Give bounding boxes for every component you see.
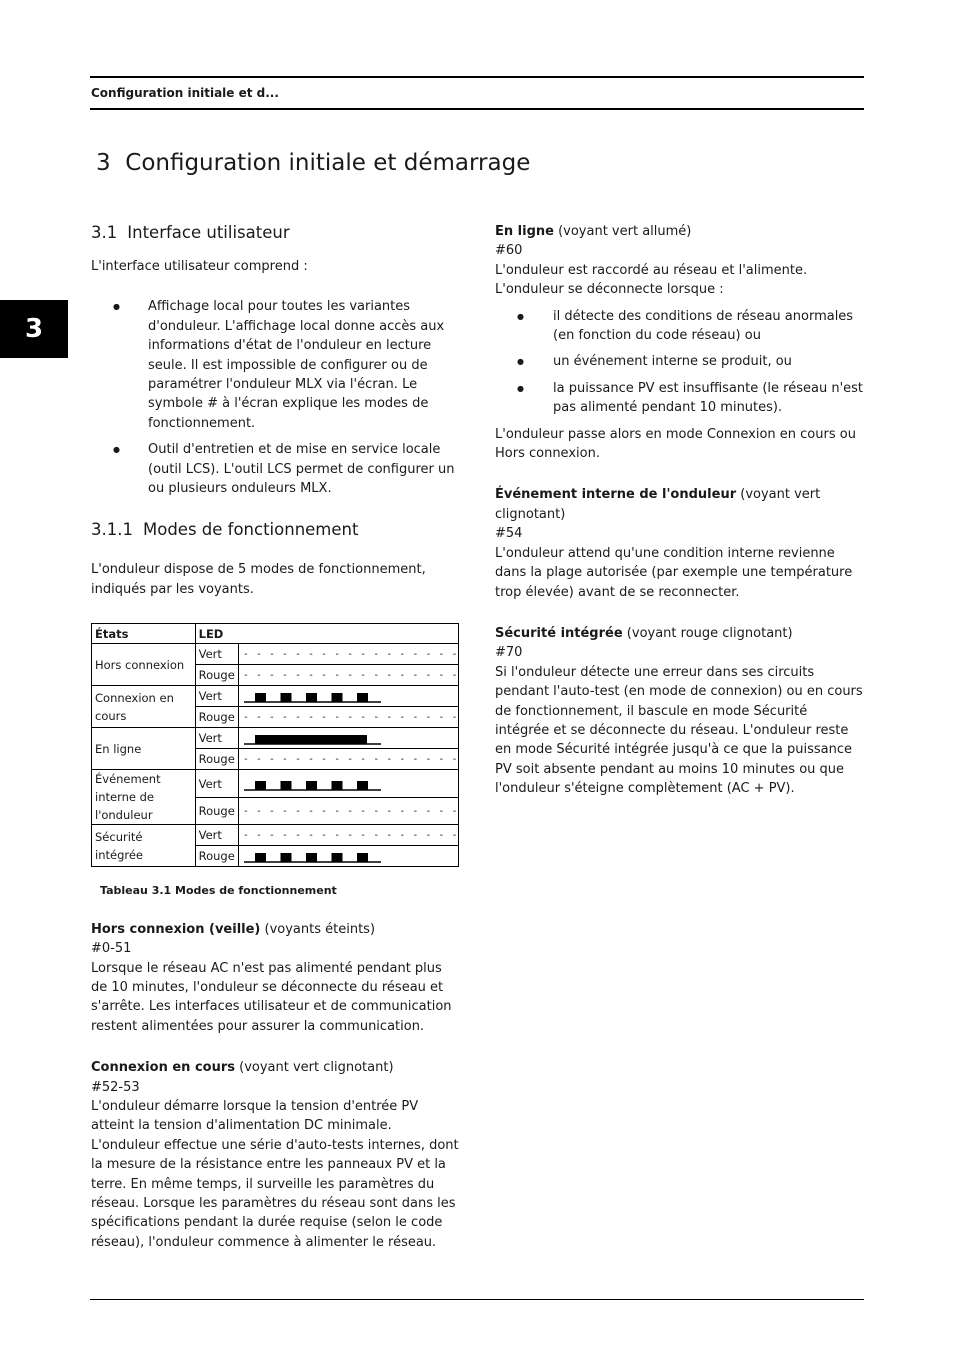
enligne-heading	[495, 222, 863, 241]
led-pattern-blink	[238, 686, 458, 707]
running-header: Configuration initiale et d...	[91, 86, 279, 100]
led-pattern-on	[238, 728, 458, 749]
section-title: Interface utilisateur	[127, 223, 290, 242]
list-item: ● il détecte des conditions de réseau anormales (en fonction du code réseau) ou	[495, 307, 863, 346]
mode-qualifier: (voyant vert allumé)	[553, 224, 692, 239]
section-3-1-1-heading	[91, 519, 459, 541]
led-blink-pulse	[357, 781, 368, 790]
table-caption: Tableau 3.1 Modes de fonctionnement	[100, 884, 337, 898]
led-blink-pulse	[280, 853, 291, 862]
connexion-heading	[91, 1058, 459, 1077]
table-row	[92, 825, 459, 846]
enligne-body: L'onduleur est raccordé au réseau et l'alimente. L'onduleur se déconnecte lorsque :	[495, 262, 808, 298]
list-item: ● Affichage local pour toutes les variantes d'onduleur. L'affichage local donne accès aux informations d'état de l'onduleur en lecture seule. Il est impossible de configurer ou de paramétrer l'onduleur MLX via l'écran. Le symbole # à l'écran explique les modes de fonctionnement.	[91, 297, 459, 433]
led-pattern-blink	[238, 770, 458, 798]
section-number: 3.1.1	[91, 520, 133, 540]
enligne-list	[495, 307, 863, 418]
evenement-body: L'onduleur attend qu'une condition interne revienne dans la plage autorisée (par exemple une température trop élevée) avant de se reconnecter.	[495, 545, 853, 600]
mode-qualifier: (voyants éteints)	[260, 921, 376, 937]
interface-intro: L'interface utilisateur comprend :	[91, 259, 308, 274]
hors-code: #0-51	[91, 941, 132, 957]
led-blink-pulse	[280, 693, 291, 702]
enligne-after: L'onduleur passe alors en mode Connexion en cours ou Hors connexion.	[495, 426, 856, 462]
state-cell: Sécurité intégrée	[92, 825, 196, 867]
led-steady-pattern	[239, 728, 385, 748]
led-off-pattern: - - - - - - - - - - - - - - - - -	[242, 754, 458, 766]
evenement-heading	[495, 485, 863, 524]
mode-title: Hors connexion (veille)	[91, 921, 261, 937]
led-blink-pulse	[255, 781, 266, 790]
led-blink-pattern	[239, 846, 385, 866]
led-off-pattern: - - - - - - - - - - - - - - - - -	[242, 670, 458, 682]
led-red-label: Rouge	[195, 707, 238, 728]
state-cell: Événement interne de l'onduleur	[92, 770, 196, 825]
mode-qualifier: (voyant vert clignotant)	[235, 1060, 394, 1076]
table-header-row	[92, 624, 459, 644]
led-on-block	[255, 735, 367, 744]
section-title: Modes de fonctionnement	[142, 520, 359, 540]
list-item: ● la puissance PV est insuffisante (le réseau n'est pas alimenté pendant 10 minutes).	[495, 379, 863, 418]
footer-rule	[90, 1299, 864, 1300]
led-red-label: Rouge	[195, 797, 238, 825]
led-off-pattern: - - - - - - - - - - - - - - - - -	[242, 649, 458, 661]
mode-title: Événement interne de l'onduleur	[495, 487, 737, 503]
modes-table	[91, 623, 459, 867]
left-column	[91, 222, 459, 1252]
enligne-code: #60	[495, 243, 523, 259]
evenement-code: #54	[495, 526, 523, 542]
list-item: ● un événement interne se produit, ou	[495, 352, 863, 371]
right-column	[495, 222, 863, 799]
table-row	[92, 644, 459, 665]
hors-body: Lorsque le réseau AC n'est pas alimenté pendant plus de 10 minutes, l'onduleur se déconnecte du réseau et s'arrête. Les interfaces utilisateur et de communication restent alimentées pour assurer la communication.	[91, 960, 452, 1034]
led-pattern-off	[238, 825, 458, 846]
mode-title: En ligne	[495, 224, 554, 239]
led-red-label: Rouge	[195, 665, 238, 686]
header-top-rule	[90, 76, 864, 78]
state-cell: Connexion en cours	[92, 686, 196, 728]
header-led: LED	[195, 624, 458, 644]
header-bottom-rule	[90, 108, 864, 110]
state-cell: Hors connexion	[92, 644, 196, 686]
chapter-tab: 3	[0, 300, 68, 358]
led-blink-pulse	[306, 853, 317, 862]
table-row	[92, 686, 459, 707]
header-states: États	[92, 624, 196, 644]
mode-qualifier: (voyant vert clignotant)	[495, 487, 821, 522]
led-blink-pulse	[306, 693, 317, 702]
led-pattern-off	[238, 644, 458, 665]
led-red-label: Rouge	[195, 749, 238, 770]
led-green-label: Vert	[195, 644, 238, 665]
led-off-pattern: - - - - - - - - - - - - - - - - -	[242, 830, 458, 842]
led-pattern-off	[238, 707, 458, 728]
led-pattern-off	[238, 665, 458, 686]
securite-body: Si l'onduleur détecte une erreur dans ses circuits pendant l'auto-test (en mode de connexion) ou en cours de fonctionnement, il bascule en mode Sécurité intégrée et se déconnecte du réseau. L'onduleur reste en mode Sécurité intégrée jusqu'à ce que la puissance PV soit absente pendant au moins 10 minutes ou que l'onduleur s'éteigne complètement (AC + PV).	[495, 664, 863, 797]
state-cell: En ligne	[92, 728, 196, 770]
table-row	[92, 728, 459, 749]
interface-list	[91, 297, 459, 498]
led-blink-pulse	[255, 693, 266, 702]
mode-qualifier: (voyant rouge clignotant)	[622, 625, 793, 641]
led-off-pattern: - - - - - - - - - - - - - - - - -	[242, 712, 458, 724]
mode-title: Sécurité intégrée	[495, 625, 623, 641]
table-row	[92, 770, 459, 798]
section-3-1-heading	[91, 222, 459, 244]
led-blink-pulse	[331, 853, 342, 862]
led-green-label: Vert	[195, 686, 238, 707]
section-number: 3.1	[91, 223, 118, 242]
led-green-label: Vert	[195, 825, 238, 846]
led-blink-pulse	[306, 781, 317, 790]
led-blink-pulse	[255, 853, 266, 862]
mode-title: Connexion en cours	[91, 1060, 235, 1076]
modes-intro: L'onduleur dispose de 5 modes de fonctionnement, indiqués par les voyants.	[91, 562, 426, 597]
led-blink-pulse	[331, 693, 342, 702]
led-blink-pulse	[357, 853, 368, 862]
led-blink-pattern	[239, 686, 385, 706]
led-blink-pulse	[280, 781, 291, 790]
list-item: ● Outil d'entretien et de mise en service locale (outil LCS). L'outil LCS permet de configurer un ou plusieurs onduleurs MLX.	[91, 440, 459, 498]
led-blink-pulse	[357, 693, 368, 702]
led-green-label: Vert	[195, 728, 238, 749]
chapter-title: 3 Configuration initiale et démarrage	[96, 150, 531, 176]
led-pattern-blink	[238, 846, 458, 867]
led-red-label: Rouge	[195, 846, 238, 867]
led-blink-pattern	[239, 774, 385, 794]
connexion-code: #52-53	[91, 1079, 140, 1095]
led-pattern-off	[238, 797, 458, 825]
led-green-label: Vert	[195, 770, 238, 798]
led-off-pattern: - - - - - - - - - - - - - - - - -	[242, 806, 458, 818]
led-blink-pulse	[331, 781, 342, 790]
hors-heading	[91, 920, 459, 939]
connexion-body: L'onduleur démarre lorsque la tension d'entrée PV atteint la tension d'alimentation DC minimale. L'onduleur effectue une série d'auto-tests internes, dont la mesure de la résistance entre les panneaux PV et la terre. En même temps, il surveille les paramètres du réseau. Lorsque les paramètres du réseau sont dans les spécifications pendant la durée requise (selon le code réseau), l'onduleur commence à alimenter le réseau.	[91, 1098, 459, 1250]
securite-code: #70	[495, 645, 523, 661]
securite-heading	[495, 624, 863, 643]
led-pattern-off	[238, 749, 458, 770]
